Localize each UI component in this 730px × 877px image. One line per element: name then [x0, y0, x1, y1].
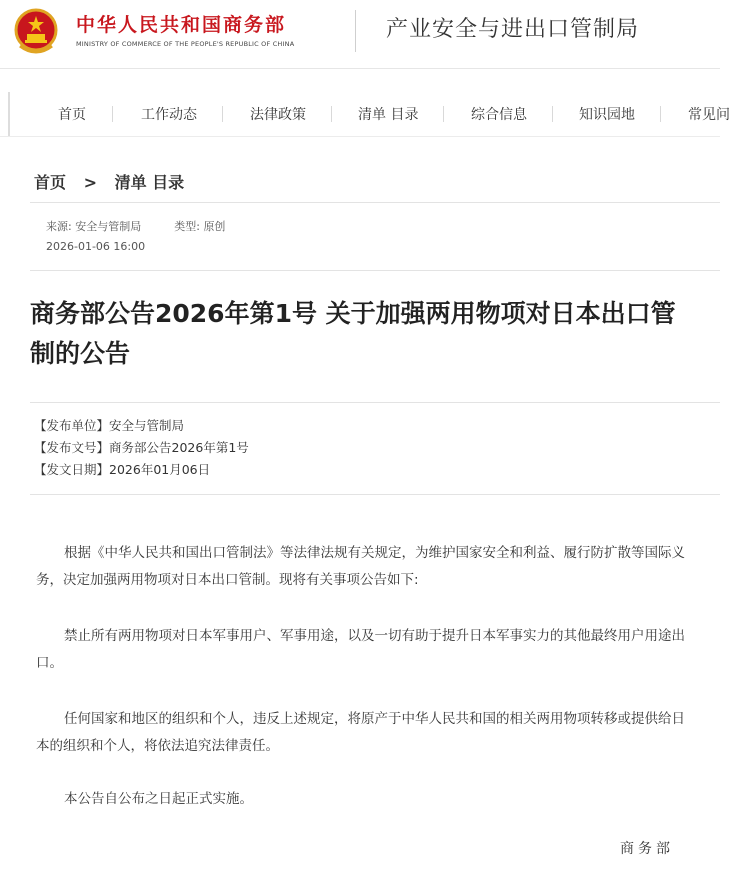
nav-item-work-news[interactable]: 工作动态	[141, 107, 197, 123]
type-label: 类型:	[174, 220, 200, 233]
breadcrumb-separator: >	[83, 173, 97, 192]
nav-item-home[interactable]: 首页	[58, 107, 86, 123]
info-label: 【发布单位】	[34, 418, 110, 433]
nav-item-law-policy[interactable]: 法律政策	[250, 107, 306, 123]
article-paragraph: 根据《中华人民共和国出口管制法》等法律法规有关规定，为维护国家安全和利益、履行防扩散等国际义务，决定加强两用物项对日本出口管制。现将有关事项公告如下:	[36, 545, 685, 588]
divider	[30, 202, 720, 203]
nav-separator	[331, 106, 332, 122]
info-row-issue-date	[34, 460, 210, 478]
nav-separator	[112, 106, 113, 122]
info-value: 商务部公告2026年第1号	[109, 440, 249, 455]
nav-separator	[552, 106, 553, 122]
divider	[30, 402, 720, 403]
nav-separator	[660, 106, 661, 122]
type-value: 原创	[203, 220, 226, 233]
info-label: 【发文日期】	[34, 462, 110, 477]
nav-separator	[443, 106, 444, 122]
article-paragraph: 本公告自公布之日起正式实施。	[64, 791, 253, 807]
divider	[30, 494, 720, 495]
national-emblem-icon[interactable]	[14, 8, 58, 56]
nav-item-knowledge[interactable]: 知识园地	[579, 107, 635, 123]
bureau-name[interactable]: 产业安全与进出口管制局	[386, 17, 640, 42]
nav-item-general-info[interactable]: 综合信息	[471, 107, 527, 123]
breadcrumb-home[interactable]: 首页	[34, 173, 67, 192]
main-nav	[0, 92, 730, 136]
divider	[30, 270, 720, 271]
signature: 商务部	[620, 841, 674, 857]
article-paragraph: 任何国家和地区的组织和个人，违反上述规定，将原产于中华人民共和国的相关两用物项转移或提供给日本的组织和个人，将依法追究法律责任。	[36, 711, 685, 754]
breadcrumb-current[interactable]: 清单 目录	[114, 173, 185, 192]
nav-bottom-rule	[0, 136, 720, 137]
ministry-name-cn[interactable]: 中华人民共和国商务部	[76, 14, 287, 36]
info-label: 【发布文号】	[34, 440, 110, 455]
info-row-doc-number	[34, 438, 249, 456]
source-value: 安全与管制局	[75, 220, 142, 233]
site-header	[0, 0, 720, 69]
breadcrumb	[34, 170, 196, 193]
article-paragraph: 禁止所有两用物项对日本军事用户、军事用途，以及一切有助于提升日本军事实力的其他最终用户用途出口。	[36, 628, 685, 671]
nav-left-bar	[8, 92, 10, 136]
nav-item-faq[interactable]: 常见问	[688, 107, 730, 123]
source-label: 来源:	[46, 220, 72, 233]
info-value: 2026年01月06日	[109, 462, 211, 477]
ministry-name-en: MINISTRY OF COMMERCE OF THE PEOPLE'S REPUBLIC OF CHINA	[76, 40, 295, 48]
article-title: 商务部公告2026年第1号 关于加强两用物项对日本出口管制的公告	[30, 299, 676, 368]
nav-separator	[222, 106, 223, 122]
nav-item-lists[interactable]: 清单 目录	[358, 107, 419, 123]
header-divider	[355, 10, 356, 52]
publish-datetime: 2026-01-06 16:00	[46, 240, 146, 253]
info-value: 安全与管制局	[109, 418, 185, 433]
article-meta	[46, 218, 225, 234]
info-row-issuer	[34, 416, 184, 434]
